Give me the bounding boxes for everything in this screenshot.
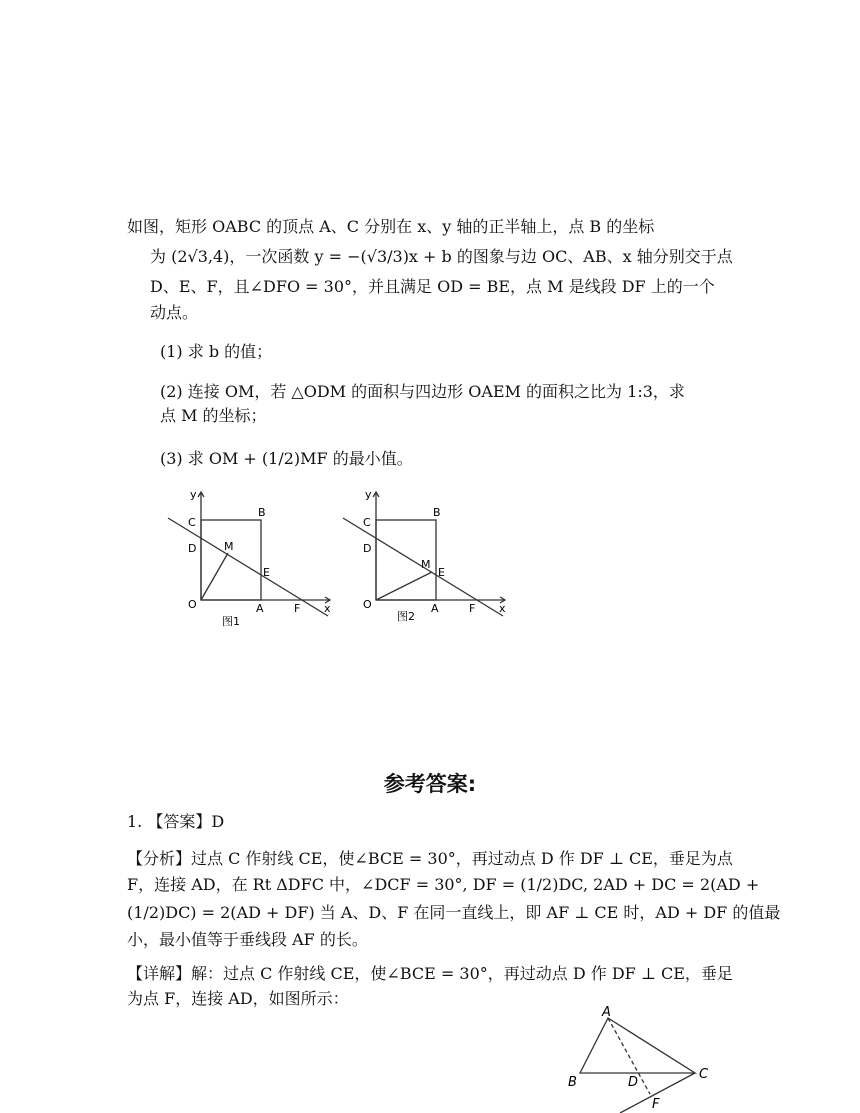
question-part-1: (1) 求 b 的值； [160,342,273,361]
fig1-label-M: M [224,540,234,553]
fig1-label-E: E [263,566,270,579]
analysis-line-4: 小，最小值等于垂线段 AF 的长。 [127,930,368,949]
fig2-label-C: C [363,516,371,529]
fig2-label-M: M [421,558,431,571]
question-line-4: 动点。 [150,303,199,322]
bottom-label-B: B [568,1075,577,1090]
fig2-label-F: F [469,602,476,615]
fig2-caption: 图2 [397,610,415,623]
bottom-figure [560,1000,730,1113]
analysis-line-3: (1/2)DC) = 2(AD + DF) 当 A、D、F 在同一直线上，即 AF ⊥ CE 时，AD + DF 的值最 [127,903,781,922]
fig2-label-A: A [431,602,439,615]
fig2-label-O: O [363,598,372,611]
fig1-label-C: C [188,516,196,529]
fig1-label-B: B [258,506,266,519]
figure-1 [160,480,340,630]
detail-line-2: 为点 F，连接 AD，如图所示： [127,989,349,1008]
fig2-label-E: E [438,566,445,579]
question-part-2b: 点 M 的坐标； [160,406,267,425]
fig2-label-x: x [499,602,506,615]
question-part-3: (3) 求 OM + (1/2)MF 的最小值。 [160,449,413,468]
bottom-label-D: D [628,1075,639,1090]
fig1-label-A: A [256,602,264,615]
figure-2 [335,480,515,630]
fig1-label-y: y [190,488,197,501]
answer-item-1: 1. 【答案】D [127,812,225,831]
question-part-2a: (2) 连接 OM，若 △ODM 的面积与四边形 OAEM 的面积之比为 1:3，求 [160,382,685,401]
analysis-line-1: 【分析】过点 C 作射线 CE，使∠BCE = 30°，再过动点 D 作 DF ⊥ CE，垂足为点 [127,849,733,868]
question-line-1: 如图，矩形 OABC 的顶点 A、C 分别在 x、y 轴的正半轴上，点 B 的坐标 [127,217,655,236]
answers-title: 参考答案: [383,772,477,796]
fig1-label-D: D [188,542,197,555]
question-line-3: D、E、F，且∠DFO = 30°，并且满足 OD = BE，点 M 是线段 DF 上的一个 [150,277,715,296]
bottom-label-A: A [602,1005,611,1020]
fig2-label-y: y [365,488,372,501]
analysis-line-2: F，连接 AD，在 Rt ΔDFC 中，∠DCF = 30°, DF = (1/2)DC, 2AD + DC = 2(AD + [127,875,760,894]
fig2-label-D: D [363,542,372,555]
question-line-2: 为 (2√3,4)，一次函数 y = −(√3/3)x + b 的图象与边 OC、AB、x 轴分别交于点 [150,247,733,266]
fig1-label-F: F [294,602,301,615]
fig1-label-x: x [324,602,331,615]
detail-line-1: 【详解】解：过点 C 作射线 CE，使∠BCE = 30°，再过动点 D 作 DF ⊥ CE，垂足 [127,964,733,983]
fig1-caption: 图1 [222,615,240,628]
fig2-label-B: B [433,506,441,519]
bottom-label-F: F [652,1097,660,1112]
bottom-label-C: C [699,1067,709,1082]
fig1-label-O: O [188,598,197,611]
